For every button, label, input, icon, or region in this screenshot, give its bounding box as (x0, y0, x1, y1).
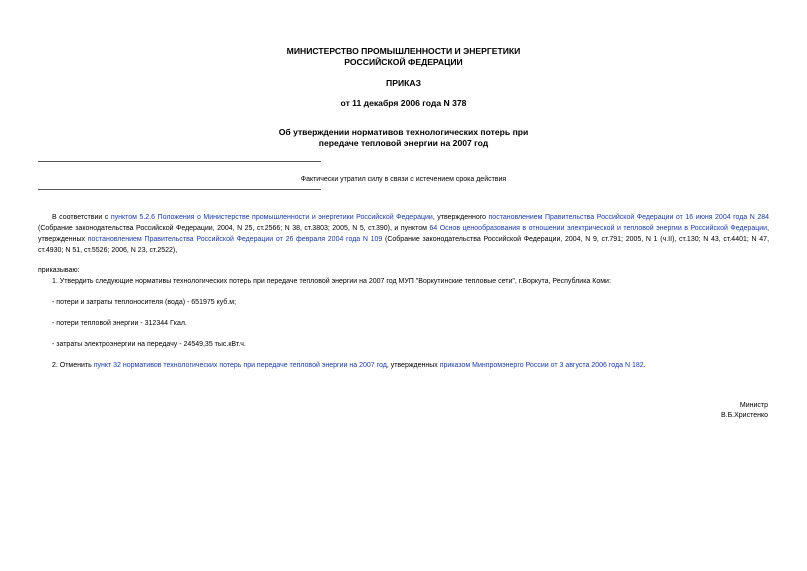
loss-item-electricity: - затраты электроэнергии на передачу - 24549,35 тыс.кВт.ч. (52, 341, 246, 348)
link-pricing-fundamentals[interactable]: 64 Основ ценообразования в отношении электрической и тепловой энергии в Российской Федерации (429, 225, 768, 232)
link-government-decree-109[interactable]: постановлением Правительства Российской Федерации от 26 февраля 2004 года N 109 (87, 236, 383, 243)
bottom-divider (38, 189, 321, 190)
document-title-line-1: Об утверждении нормативов технологических потерь при (278, 127, 529, 137)
link-ministry-regulation[interactable]: пунктом 5.2.6 Положения о Министерстве промышленности и энергетики Российской Федерации (110, 214, 433, 221)
link-government-decree-284[interactable]: постановлением Правительства Российской Федерации от 16 июня 2004 года N 284 (488, 214, 770, 221)
order-item-1: 1. Утвердить следующие нормативы технологических потерь при передаче тепловой энергии на 2007 год МУП "Воркутинские тепловые сети", г.Воркута, Республика Коми: (52, 278, 611, 285)
preamble-text-3: (Собрание законодательства Российской Федерации, 2004, N 25, ст.2566; N 38, ст.3803; 2005, N 5, ст.390), и пунктом (38, 225, 430, 232)
preamble-text-2: , утвержденного (432, 214, 489, 221)
preamble-paragraph (38, 212, 769, 256)
signature-name: В.Б.Христенко (720, 412, 768, 419)
ministry-line-1: МИНИСТЕРСТВО ПРОМЫШЛЕННОСТИ И ЭНЕРГЕТИКИ (286, 46, 521, 56)
item2-text-2: , утвержденных (386, 362, 440, 369)
loss-item-heat: - потери тепловой энергии - 312344 Гкал. (52, 320, 187, 327)
order-word: приказываю: (38, 267, 80, 274)
item2-text-3: . (643, 362, 646, 369)
top-divider (38, 161, 321, 162)
document-type: ПРИКАЗ (386, 78, 421, 88)
document-title-line-2: передаче тепловой энергии на 2007 год (318, 138, 489, 148)
status-note: Фактически утратил силу в связи с истечением срока действия (300, 176, 507, 183)
loss-item-coolant: - потери и затраты теплоносителя (вода) - 651975 куб.м; (52, 299, 237, 306)
link-standards-point-32[interactable]: пункт 32 нормативов технологических потерь при передаче тепловой энергии на 2007 год (93, 362, 387, 369)
preamble-text-5: (Собрание законодательства Российской Федерации, 2004, N 9, ст.791; 2005, N 1 (ч.II), ст.130; N 43, ст.4401; N 47, ст.4930; N 51, ст.5526; 2006, N 23, ст.2522), (38, 236, 770, 254)
link-order-182[interactable]: приказом Минпромэнерго России от 3 августа 2006 года N 182 (439, 362, 644, 369)
item2-text-1: 2. Отменить (52, 362, 94, 369)
document-date-number: от 11 декабря 2006 года N 378 (340, 98, 467, 108)
order-item-2 (52, 360, 769, 371)
ministry-line-2: РОССИЙСКОЙ ФЕДЕРАЦИИ (344, 57, 463, 67)
preamble-text-4: , утвержденных (38, 225, 770, 243)
preamble-text-1: В соответствии с (52, 214, 111, 221)
signature-position: Министр (739, 402, 768, 409)
